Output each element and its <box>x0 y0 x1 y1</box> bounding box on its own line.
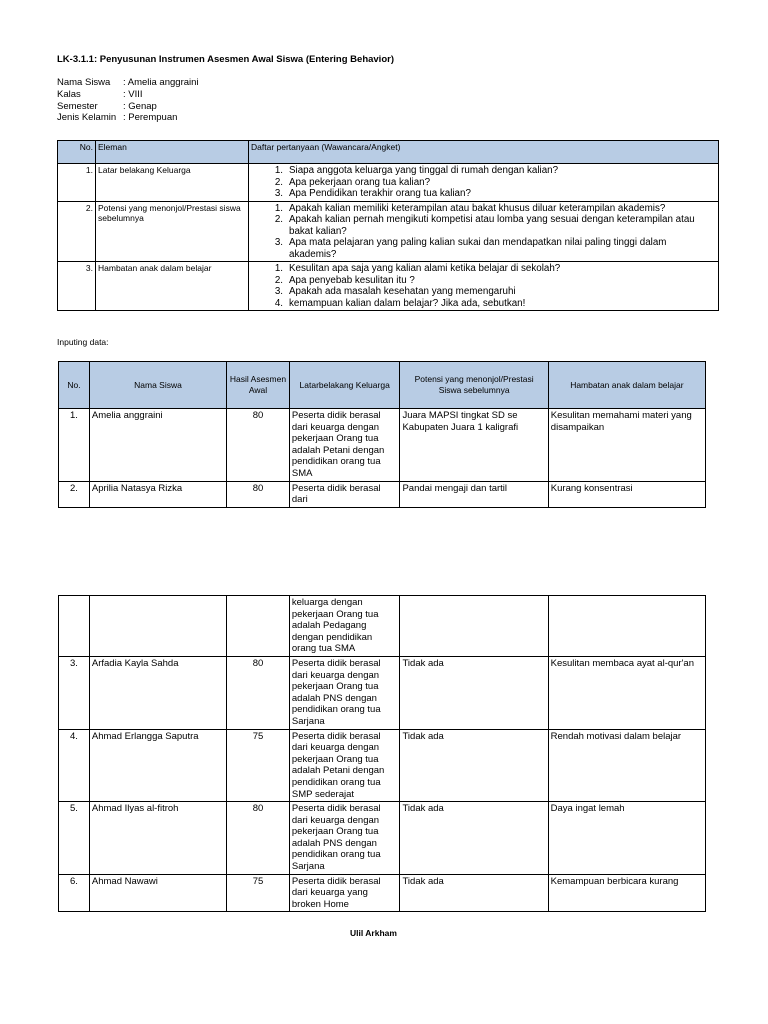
student-info <box>57 77 199 124</box>
question-number: 1. <box>274 165 283 176</box>
question-text: Siapa anggota keluarga yang tinggal di rumah dengan kalian? <box>289 165 559 176</box>
family-background: Peserta didik berasal dari <box>289 481 400 507</box>
info-key: Jenis Kelamin <box>57 112 117 124</box>
student-potential <box>400 596 548 657</box>
assessment-score: 75 <box>227 729 290 802</box>
row-number: 4. <box>59 729 90 802</box>
assessment-score: 80 <box>227 656 290 729</box>
instrument-row <box>58 201 719 262</box>
student-name: Amelia anggraini <box>89 409 226 482</box>
row-questions <box>249 201 719 262</box>
learning-obstacle: Kesulitan memahami materi yang disampaikan <box>548 409 705 482</box>
row-questions <box>249 262 719 311</box>
info-value: : Perempuan <box>123 112 178 124</box>
info-value: : Amelia anggraini <box>123 77 199 88</box>
question-item <box>251 214 716 237</box>
question-number: 2. <box>274 274 283 286</box>
table-row <box>59 596 706 657</box>
table-row <box>59 874 706 912</box>
question-item <box>251 286 716 298</box>
question-item <box>251 237 716 260</box>
assessment-score: 80 <box>227 481 290 507</box>
data-header-row <box>59 362 706 409</box>
learning-obstacle: Rendah motivasi dalam belajar <box>548 729 705 802</box>
question-item <box>251 203 716 215</box>
document-title: LK-3.1.1: Penyusunan Instrumen Asesmen Awal Siswa (Entering Behavior) <box>57 54 394 65</box>
assessment-score: 80 <box>227 802 290 875</box>
row-number: 1. <box>58 164 96 202</box>
question-number: 3. <box>274 286 283 297</box>
row-number: 5. <box>59 802 90 875</box>
header-family: Latarbelakang Keluarga <box>289 362 400 409</box>
question-text: Apa Pendidikan terakhir orang tua kalian? <box>289 188 471 199</box>
info-key: Semester <box>57 100 98 112</box>
table-row <box>59 409 706 482</box>
row-number: 2. <box>59 481 90 507</box>
student-potential: Tidak ada <box>400 874 548 912</box>
question-item <box>251 263 716 275</box>
header-questions: Daftar pertanyaan (Wawancara/Angket) <box>249 141 719 164</box>
learning-obstacle: Daya ingat lemah <box>548 802 705 875</box>
family-background: Peserta didik berasal dari keuarga dengan pekerjaan Orang tua adalah PNS dengan pendidikan orang tua Sarjana <box>289 656 400 729</box>
header-name: Nama Siswa <box>89 362 226 409</box>
question-text: kemampuan kalian dalam belajar? Jika ada, sebutkan! <box>289 297 526 309</box>
student-name: Arfadia Kayla Sahda <box>89 656 226 729</box>
family-background: Peserta didik berasal dari keuarga dengan pekerjaan Orang tua adalah Petani dengan pendidikan orang tua SMP sederajat <box>289 729 400 802</box>
data-table-continued <box>58 595 706 912</box>
question-item <box>251 275 716 287</box>
student-name: Aprilia Natasya Rizka <box>89 481 226 507</box>
learning-obstacle <box>548 596 705 657</box>
question-number: 3. <box>274 188 283 199</box>
signature: Ulil Arkham <box>350 928 397 938</box>
header-obstacle: Hambatan anak dalam belajar <box>548 362 705 409</box>
header-score: Hasil Asesmen Awal <box>227 362 290 409</box>
student-potential: Tidak ada <box>400 802 548 875</box>
student-potential: Juara MAPSI tingkat SD se Kabupaten Juara 1 kaligrafi <box>400 409 548 482</box>
row-number <box>59 596 90 657</box>
info-row <box>57 112 199 124</box>
question-number: 2. <box>274 176 283 188</box>
assessment-score: 80 <box>227 409 290 482</box>
question-text: Apakah ada masalah kesehatan yang memengaruhi <box>289 286 516 297</box>
question-number: 4. <box>274 297 283 309</box>
learning-obstacle: Kesulitan membaca ayat al-qur'an <box>548 656 705 729</box>
inputing-data-label: Inputing data: <box>57 337 109 347</box>
info-key: Kalas <box>57 88 81 100</box>
row-number: 3. <box>58 262 96 311</box>
family-background: Peserta didik berasal dari keuarga yang broken Home <box>289 874 400 912</box>
student-potential: Tidak ada <box>400 656 548 729</box>
family-background: keluarga dengan pekerjaan Orang tua adalah Pedagang dengan pendidikan orang tua SMA <box>289 596 400 657</box>
row-element: Latar belakang Keluarga <box>96 164 249 202</box>
question-text: Apa pekerjaan orang tua kalian? <box>289 176 431 188</box>
question-item <box>251 165 716 177</box>
student-name: Ahmad Ilyas al-fitroh <box>89 802 226 875</box>
header-no: No. <box>58 141 96 164</box>
row-questions <box>249 164 719 202</box>
student-potential: Tidak ada <box>400 729 548 802</box>
instrument-row <box>58 262 719 311</box>
row-number: 3. <box>59 656 90 729</box>
instrument-header-row <box>58 141 719 164</box>
table-row <box>59 802 706 875</box>
header-element: Eleman <box>96 141 249 164</box>
learning-obstacle: Kemampuan berbicara kurang <box>548 874 705 912</box>
instrument-row <box>58 164 719 202</box>
assessment-score: 75 <box>227 874 290 912</box>
row-element: Potensi yang menonjol/Prestasi siswa sebelumnya <box>96 201 249 262</box>
row-number: 2. <box>58 201 96 262</box>
table-row <box>59 481 706 507</box>
question-text: Apa mata pelajaran yang paling kalian sukai dan mendapatkan nilai paling tinggi dalam akademis? <box>289 237 667 260</box>
info-row <box>57 77 199 89</box>
family-background: Peserta didik berasal dari keuarga dengan pekerjaan Orang tua adalah Petani dengan pendidikan orang tua SMA <box>289 409 400 482</box>
student-potential: Pandai mengaji dan tartil <box>400 481 548 507</box>
data-table <box>58 361 706 508</box>
question-number: 3. <box>274 237 283 248</box>
info-row <box>57 89 199 101</box>
student-name <box>89 596 226 657</box>
question-text: Kesulitan apa saja yang kalian alami ketika belajar di sekolah? <box>289 263 561 274</box>
info-value: : Genap <box>123 100 157 112</box>
question-number: 1. <box>274 263 283 274</box>
row-element: Hambatan anak dalam belajar <box>96 262 249 311</box>
table-row <box>59 656 706 729</box>
question-text: Apakah kalian memiliki keterampilan atau bakat khusus diluar keterampilan akademis? <box>289 202 666 214</box>
header-no: No. <box>59 362 90 409</box>
info-row <box>57 101 199 113</box>
question-item <box>251 177 716 189</box>
header-potential: Potensi yang menonjol/Prestasi Siswa sebelumnya <box>400 362 548 409</box>
row-number: 1. <box>59 409 90 482</box>
family-background: Peserta didik berasal dari keuarga dengan pekerjaan Orang tua adalah PNS dengan pendidikan orang tua Sarjana <box>289 802 400 875</box>
info-key: Nama Siswa <box>57 77 111 88</box>
row-number: 6. <box>59 874 90 912</box>
assessment-score <box>227 596 290 657</box>
student-name: Ahmad Nawawi <box>89 874 226 912</box>
question-item <box>251 298 716 310</box>
question-number: 1. <box>274 202 283 214</box>
info-value: : VIII <box>123 88 143 100</box>
instrument-table <box>57 140 719 311</box>
question-text: Apa penyebab kesulitan itu ? <box>289 274 415 286</box>
learning-obstacle: Kurang konsentrasi <box>548 481 705 507</box>
question-text: Apakah kalian pernah mengikuti kompetisi atau lomba yang sesuai dengan keterampilan atau bakat kalian? <box>289 214 695 237</box>
student-name: Ahmad Erlangga Saputra <box>89 729 226 802</box>
question-number: 2. <box>274 214 283 225</box>
question-item <box>251 188 716 200</box>
table-row <box>59 729 706 802</box>
